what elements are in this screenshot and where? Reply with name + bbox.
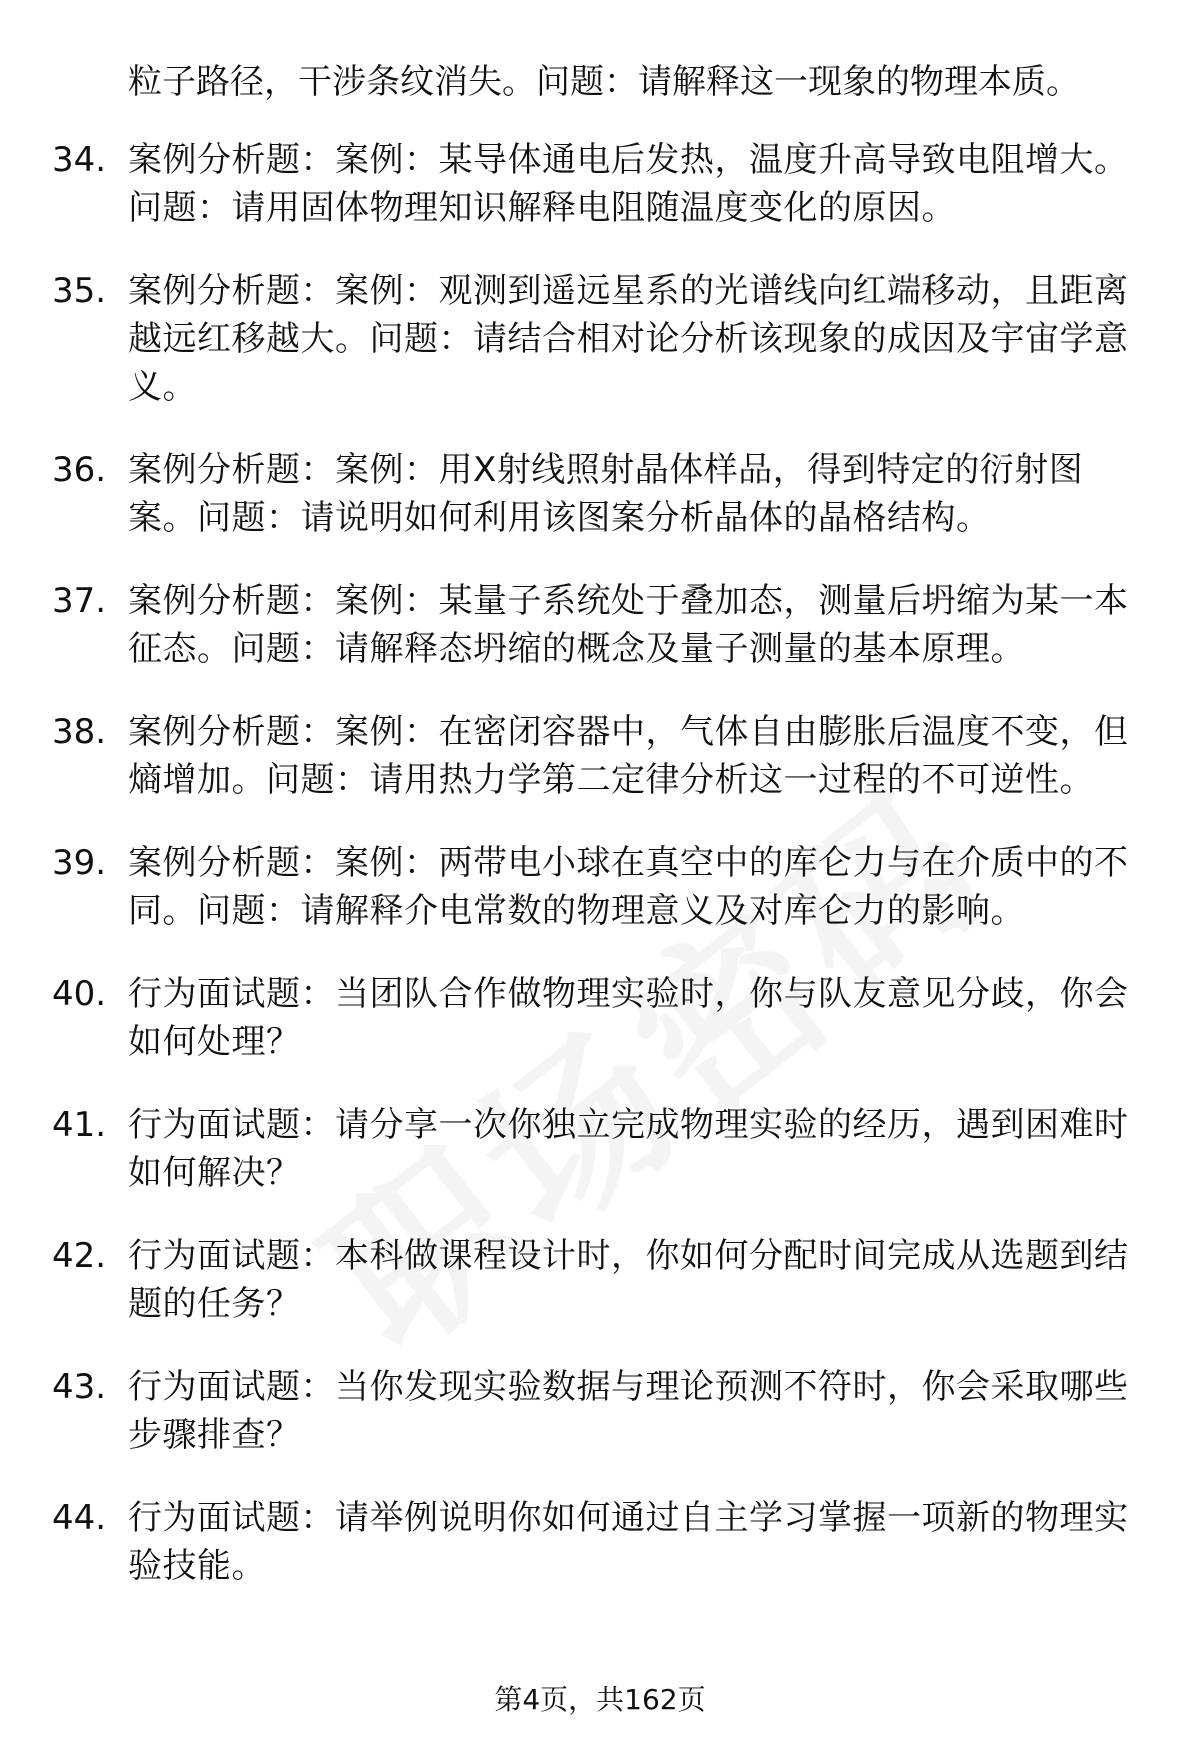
question-item [0,446,1200,542]
question-item [0,1101,1200,1197]
question-text: 案例分析题：案例：用X射线照射晶体样品，得到特定的衍射图案。问题：请说明如何利用该图案分析晶体的晶格结构。 [128,450,1084,538]
question-number: 37. [52,581,107,621]
question-text: 行为面试题：请举例说明你如何通过自主学习掌握一项新的物理实验技能。 [128,1498,1129,1586]
question-number: 34. [52,140,107,180]
question-item [0,708,1200,804]
question-list [0,136,1200,1625]
page-footer: 第4页，共162页 [494,1683,706,1716]
question-text: 案例分析题：案例：观测到遥远星系的光谱线向红端移动，且距离越远红移越大。问题：请结合相对论分析该现象的成因及宇宙学意义。 [128,271,1129,407]
question-number: 36. [52,450,107,490]
question-number: 39. [52,843,107,883]
question-text: 行为面试题：请分享一次你独立完成物理实验的经历，遇到困难时如何解决？ [128,1105,1129,1193]
question-item [0,267,1200,411]
question-text: 案例分析题：案例：某导体通电后发热，温度升高导致电阻增大。问题：请用固体物理知识解释电阻随温度变化的原因。 [128,140,1129,228]
question-text: 案例分析题：案例：两带电小球在真空中的库仑力与在介质中的不同。问题：请解释介电常数的物理意义及对库仑力的影响。 [128,843,1129,931]
question-item [0,577,1200,673]
question-item [0,136,1200,232]
question-number: 41. [52,1105,107,1145]
question-number: 38. [52,712,107,752]
question-text: 行为面试题：当团队合作做物理实验时，你与队友意见分歧，你会如何处理？ [128,974,1129,1062]
question-item [0,1232,1200,1328]
continuation-paragraph: 粒子路径，干涉条纹消失。问题：请解释这一现象的物理本质。 [128,62,1080,102]
question-item [0,1363,1200,1459]
question-text: 案例分析题：案例：在密闭容器中，气体自由膨胀后温度不变，但熵增加。问题：请用热力学第二定律分析这一过程的不可逆性。 [128,712,1129,800]
question-text: 行为面试题：本科做课程设计时，你如何分配时间完成从选题到结题的任务？ [128,1236,1129,1324]
question-text: 案例分析题：案例：某量子系统处于叠加态，测量后坍缩为某一本征态。问题：请解释态坍缩的概念及量子测量的基本原理。 [128,581,1129,669]
question-item [0,839,1200,935]
question-number: 44. [52,1498,107,1538]
question-text: 行为面试题：当你发现实验数据与理论预测不符时，你会采取哪些步骤排查？ [128,1367,1129,1455]
question-item [0,1494,1200,1590]
question-number: 42. [52,1236,107,1276]
question-number: 43. [52,1367,107,1407]
question-number: 35. [52,271,107,311]
question-number: 40. [52,974,107,1014]
question-item [0,970,1200,1066]
